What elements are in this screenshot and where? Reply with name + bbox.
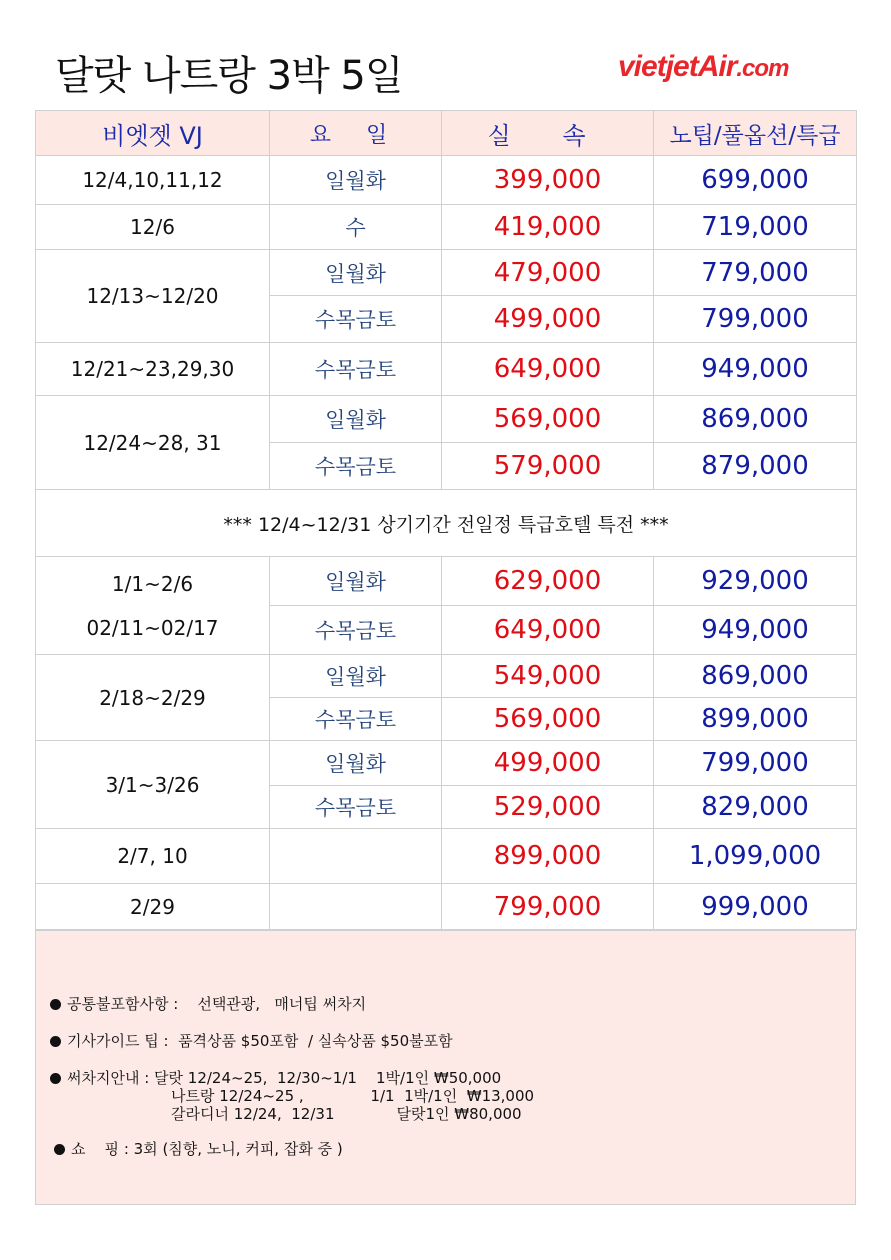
- date-cell: 12/24~28, 31: [36, 396, 270, 490]
- note-shopping: [54, 1138, 343, 1159]
- basic-price-cell: 549,000: [442, 655, 654, 698]
- note-exclusions: [50, 993, 366, 1014]
- header-days: 요 일: [270, 111, 442, 156]
- days-cell: 일월화: [270, 250, 442, 296]
- note-text: 공통불포함사항 : 선택관광, 매너팁 써차지: [67, 995, 367, 1013]
- premium-price-cell: 1,099,000: [654, 829, 857, 884]
- date-line-2: 02/11~02/17: [86, 615, 219, 640]
- table-row: [36, 557, 857, 606]
- days-cell: 일월화: [270, 396, 442, 443]
- premium-price-cell: 799,000: [654, 296, 857, 343]
- note-text: 써차지안내 : 달랏 12/24~25, 12/30~1/1 1박/1인 ₩50,000: [67, 1069, 502, 1087]
- premium-price-cell: 779,000: [654, 250, 857, 296]
- premium-price-cell: 699,000: [654, 156, 857, 205]
- days-cell: 수: [270, 205, 442, 250]
- premium-price-cell: 899,000: [654, 698, 857, 741]
- table-row: [36, 396, 857, 443]
- basic-price-cell: 479,000: [442, 250, 654, 296]
- table-row: [36, 655, 857, 698]
- days-cell: 수목금토: [270, 443, 442, 490]
- days-cell: 수목금토: [270, 296, 442, 343]
- days-cell: 일월화: [270, 156, 442, 205]
- premium-price-cell: 869,000: [654, 655, 857, 698]
- basic-price-cell: 419,000: [442, 205, 654, 250]
- basic-price-cell: 579,000: [442, 443, 654, 490]
- date-cell: 12/13~12/20: [36, 250, 270, 343]
- basic-price-cell: 499,000: [442, 741, 654, 786]
- table-row: [36, 205, 857, 250]
- days-cell: 일월화: [270, 557, 442, 606]
- date-cell: 2/29: [36, 884, 270, 930]
- page-title: 달랏 나트랑 3박 5일: [55, 53, 403, 99]
- basic-price-cell: 499,000: [442, 296, 654, 343]
- date-cell: [36, 557, 270, 655]
- premium-price-cell: 949,000: [654, 606, 857, 655]
- basic-price-cell: 649,000: [442, 606, 654, 655]
- table-row: [36, 343, 857, 396]
- table-row: [36, 884, 857, 930]
- basic-price-cell: 629,000: [442, 557, 654, 606]
- bullet-icon: [54, 1144, 65, 1155]
- days-cell: [270, 829, 442, 884]
- table-row: [36, 741, 857, 786]
- date-cell: 12/6: [36, 205, 270, 250]
- note-surcharge-line-2: 나트랑 12/24~25 , 1/1 1박/1인 ₩13,000: [171, 1087, 535, 1105]
- logo-suffix: .com: [736, 55, 789, 82]
- days-cell: 수목금토: [270, 786, 442, 829]
- basic-price-cell: 899,000: [442, 829, 654, 884]
- header-basic-price: 실 속: [442, 111, 654, 156]
- days-cell: 수목금토: [270, 606, 442, 655]
- days-cell: 수목금토: [270, 698, 442, 741]
- note-text: 쇼 핑 : 3회 (침향, 노니, 커피, 잡화 중 ): [71, 1140, 343, 1158]
- note-guide-tip: [50, 1030, 453, 1051]
- days-cell: 수목금토: [270, 343, 442, 396]
- logo-text: vietjetAir: [618, 50, 737, 83]
- days-cell: 일월화: [270, 655, 442, 698]
- note-surcharge-line-3: 갈라디너 12/24, 12/31 달랏1인 ₩80,000: [171, 1105, 522, 1123]
- header-airline: 비엣젯 VJ: [36, 111, 270, 156]
- notice-text: *** 12/4~12/31 상기기간 전일정 특급호텔 특전 ***: [36, 490, 857, 557]
- basic-price-cell: 529,000: [442, 786, 654, 829]
- date-cell: 12/21~23,29,30: [36, 343, 270, 396]
- note-text: 기사가이드 팁 : 품격상품 $50포함 / 실속상품 $50불포함: [67, 1032, 453, 1050]
- days-cell: 일월화: [270, 741, 442, 786]
- date-line-1: 1/1~2/6: [111, 571, 194, 596]
- bullet-icon: [50, 999, 61, 1010]
- date-cell: 12/4,10,11,12: [36, 156, 270, 205]
- table-row: [36, 156, 857, 205]
- days-cell: [270, 884, 442, 930]
- bullet-icon: [50, 1073, 61, 1084]
- date-cell: 3/1~3/26: [36, 741, 270, 829]
- basic-price-cell: 649,000: [442, 343, 654, 396]
- bullet-icon: [50, 1036, 61, 1047]
- table-header-row: [36, 111, 857, 156]
- vietjet-logo: [618, 50, 788, 84]
- premium-price-cell: 829,000: [654, 786, 857, 829]
- table-row: [36, 829, 857, 884]
- price-table: [35, 110, 857, 930]
- premium-price-cell: 869,000: [654, 396, 857, 443]
- premium-price-cell: 719,000: [654, 205, 857, 250]
- date-cell: 2/7, 10: [36, 829, 270, 884]
- basic-price-cell: 569,000: [442, 698, 654, 741]
- notice-row: [36, 490, 857, 557]
- date-cell: 2/18~2/29: [36, 655, 270, 741]
- premium-price-cell: 879,000: [654, 443, 857, 490]
- premium-price-cell: 999,000: [654, 884, 857, 930]
- basic-price-cell: 569,000: [442, 396, 654, 443]
- premium-price-cell: 929,000: [654, 557, 857, 606]
- basic-price-cell: 399,000: [442, 156, 654, 205]
- table-row: [36, 250, 857, 296]
- header-premium-price: 노팁/풀옵션/특급: [654, 111, 857, 156]
- premium-price-cell: 949,000: [654, 343, 857, 396]
- premium-price-cell: 799,000: [654, 741, 857, 786]
- notes-panel: [35, 930, 856, 1205]
- basic-price-cell: 799,000: [442, 884, 654, 930]
